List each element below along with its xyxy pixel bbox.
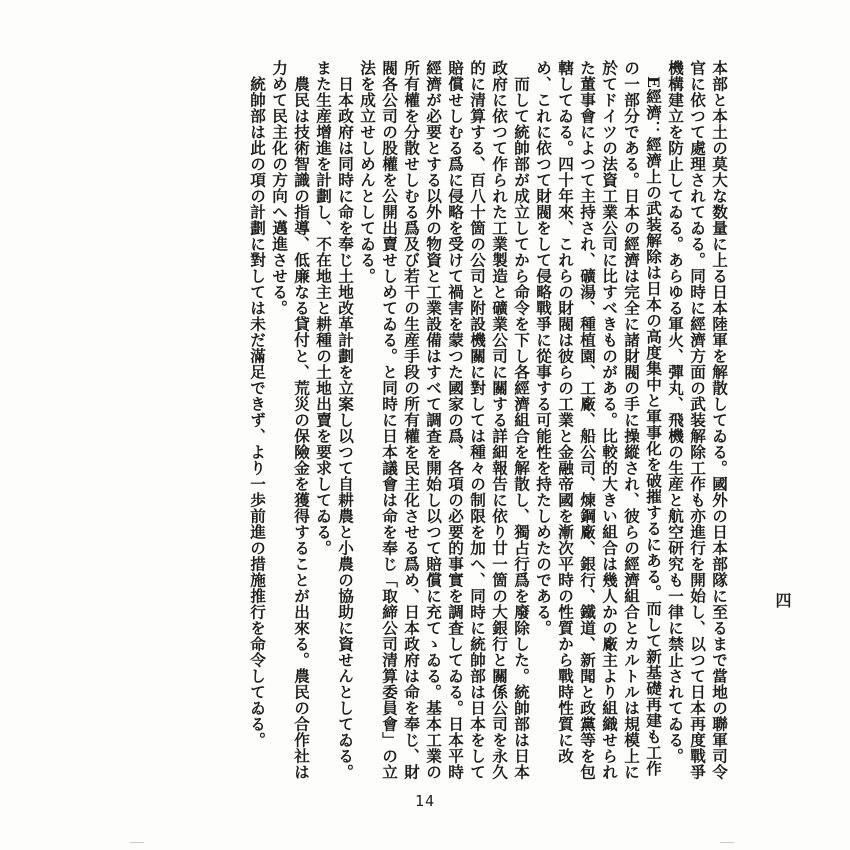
- crop-mark-bottom-right: [720, 842, 734, 843]
- paragraph-economic-section: E經濟：經濟上の武装解除は日本の高度集中と軍事化を破摧するにある。而して新基礎再建も工作の一部分である。日本の經濟は完全に諸財閥の手に操縱され、彼らの經濟組合とカルトルは規模上に於てドイツの法資工業公司に比すべきものがある。比較的大きい組合は幾人かの廠主より組織せられた董事會によつて主持され、礦湯、種植園、工廠、船公司、煉鋼廠、銀行、鐵道、新聞と政黨等を包轄してゐる。四十年來、これらの財閥は彼らの工業と金融帝國を漸次平時の性質から戰時性質に改め、これに依つて財閥をして侵略戰爭に從事する可能性を持たしめたのである。: [534, 60, 663, 780]
- paragraph-land-reform: 日本政府は同時に命を奉じ土地改革計劃を立案し以つて自耕農と小農の協助に資せんとしてゐる。また生産增進を計劃し、不在地主と耕種の土地出賣を要求してゐる。: [314, 60, 355, 780]
- paragraph-military-disarmament: 本部と本土の莫大な数量に上る日本陸軍を解散してゐる。國外の日本部隊に至るまで當地の聯軍司令官に依つて處理されてゐる。同時に經濟方面の武装解除工作も亦進行を開始し、以つて日本再度戰爭機構建立を防止してゐる。あらゆる軍火、彈丸、飛機の生産と航空研究も一律に禁止されてゐる。: [666, 60, 729, 780]
- paragraph-zaibatsu-dissolution: 而して統帥部が成立してから命令を下し各經濟組合を解散し、獨占行爲を廢除した。統帥部は日本政府に依つて作られた工業製造と礦業公司に關する詳細報告に依り廿一箇の大銀行と關係公司を永久的に清算する、百八十箇の公司と附設機關に對しては種々の制限を加へ、同時に統帥部は日本をして賠償せしむる爲に侵略を受けて禍害を蒙つた國家の爲、各項の必要的事實を調査してゐる。日本平時經濟が必要とする以外の物資と工業設備はすべて調査を開始し以つて賠償に充てゝゐる。基本工業の所有權を分散せしむる爲及び若干の生産手段の所有權を民主化させる爲め、日本政府は命を奉じ、財閥各公司の股權を公開出賣せしめてゐる。と同時に日本議會は命を奉じ「取締公司清算委員會」の立法を成立せしめんとしてゐる。: [358, 60, 531, 780]
- paragraph-farmers: 農民は技術智識の指導、低廉なる貸付と、荒災の保險金を獲得することが出來る。農民の合作社は力めて民主化の方向へ邁進させる。: [270, 60, 311, 780]
- body-text: [246, 60, 730, 788]
- page-number: 14: [414, 792, 436, 810]
- crop-mark-bottom-left: [130, 842, 144, 843]
- section-page-marker: 四: [773, 592, 792, 608]
- paragraph-further-measures: 統帥部は此の項の計劃に對しては未だ滿足できず、より一歩前進の措施推行を命令してゐる。: [248, 75, 267, 748]
